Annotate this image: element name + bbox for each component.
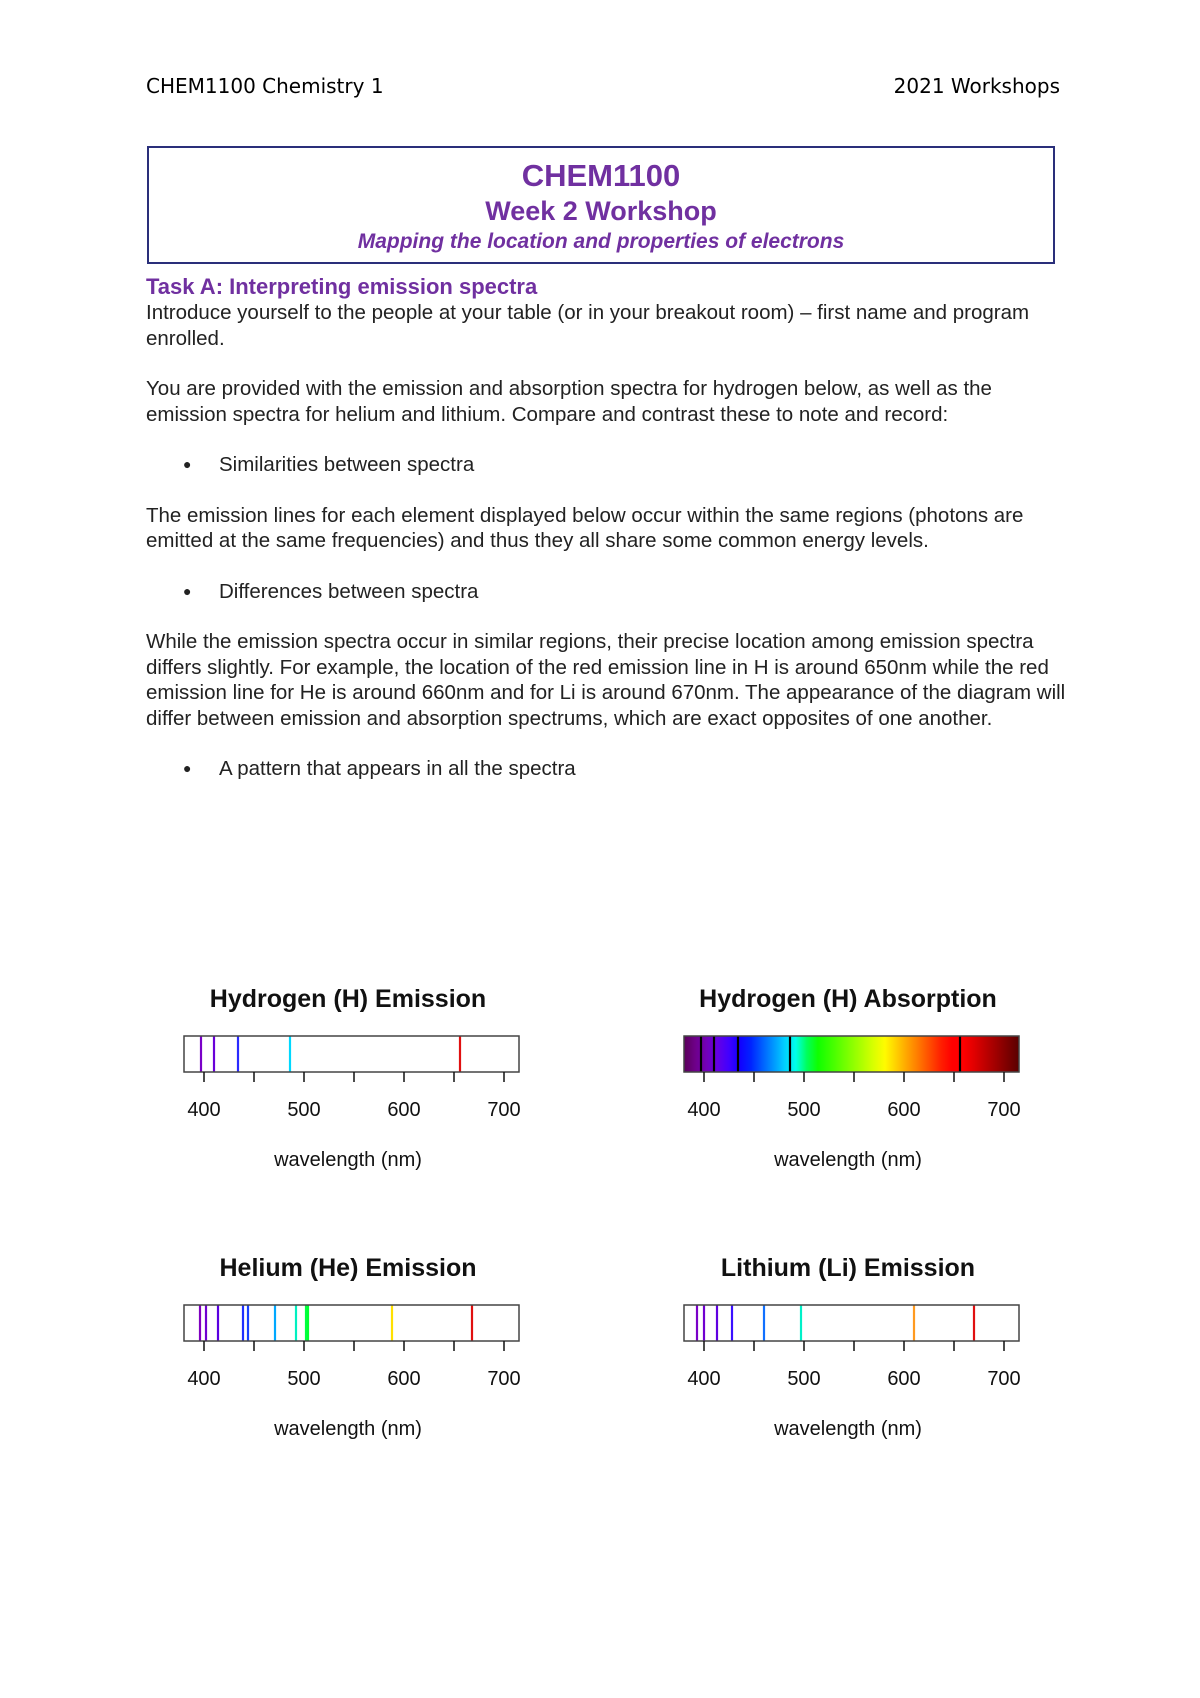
- tick-label: 700: [987, 1368, 1021, 1390]
- tick-label: 500: [287, 1368, 321, 1390]
- bullet-pattern-text: A pattern that appears in all the spectra: [219, 757, 576, 780]
- tick-label: 400: [687, 1368, 721, 1390]
- chart-title: Lithium (Li) Emission: [720, 1254, 976, 1282]
- running-header-course: CHEM1100 Chemistry 1: [146, 74, 384, 98]
- workshop-subtitle: Mapping the location and properties of electrons: [357, 230, 845, 253]
- spectrum-background: [184, 1305, 519, 1341]
- spectrum-figure-3: [668, 1251, 1048, 1471]
- bullet-similarities: [183, 452, 1066, 478]
- chart-title: Hydrogen (H) Emission: [209, 985, 487, 1013]
- week-title: Week 2 Workshop: [485, 196, 717, 226]
- tick-label: 500: [787, 1368, 821, 1390]
- hydrogen-absorption-chart: [668, 982, 1048, 1202]
- chart-title: Helium (He) Emission: [219, 1254, 477, 1282]
- tick-label: 400: [187, 1368, 221, 1390]
- x-axis-label: wavelength (nm): [774, 1149, 922, 1171]
- spectrum-background: [684, 1305, 1019, 1341]
- provided-paragraph: You are provided with the emission and absorption spectra for hydrogen below, as well as the emission spectra for helium and lithium. Compare and contrast these to note and record:: [146, 377, 992, 426]
- tick-label: 600: [887, 1099, 921, 1121]
- spectrum-figure-1: [668, 982, 1048, 1202]
- tick-label: 700: [487, 1368, 521, 1390]
- bullet-differences: [183, 579, 1066, 605]
- course-code-title: CHEM1100: [521, 158, 681, 193]
- intro-paragraph: Introduce yourself to the people at your table (or in your breakout room) – first name and program enrolled.: [146, 301, 1030, 350]
- bullet-similarities-text: Similarities between spectra: [219, 453, 475, 476]
- x-axis-label: wavelength (nm): [774, 1418, 922, 1440]
- chart-title: Hydrogen (H) Absorption: [699, 985, 997, 1013]
- answer-differences: While the emission spectra occur in similar regions, their precise location among emission spectra differs slightly. For example, the location of the red emission line in H is around 650nm while the red emission line for He is around 660nm and for Li is around 670nm. The appearance of the diagram will differ between emission and absorption spectrums, which are exact opposites of one another.: [146, 630, 1066, 730]
- spectrum-background: [184, 1036, 519, 1072]
- task-heading: Task A: Interpreting emission spectra: [146, 274, 538, 299]
- x-axis-label: wavelength (nm): [274, 1149, 422, 1171]
- bullet-dot-icon: ●: [183, 760, 192, 776]
- tick-label: 600: [387, 1368, 421, 1390]
- tick-label: 500: [287, 1099, 321, 1121]
- running-header-year: 2021 Workshops: [893, 74, 1060, 98]
- tick-label: 400: [687, 1099, 721, 1121]
- bullet-differences-text: Differences between spectra: [219, 579, 479, 603]
- workshop-title-box: [147, 146, 1055, 264]
- tick-label: 600: [887, 1368, 921, 1390]
- tick-label: 700: [987, 1099, 1021, 1121]
- x-axis-label: wavelength (nm): [274, 1418, 422, 1440]
- tick-label: 600: [387, 1099, 421, 1121]
- helium-emission-chart: [168, 1251, 548, 1471]
- task-content: [146, 273, 1066, 782]
- answer-similarities: The emission lines for each element displayed below occur within the same regions (photons are emitted at the same frequencies) and thus they all share some common energy levels.: [146, 503, 1024, 552]
- bullet-dot-icon: ●: [183, 456, 192, 472]
- spectrum-figure-0: [168, 982, 548, 1202]
- spectrum-figure-2: [168, 1251, 548, 1471]
- bullet-pattern: [183, 756, 1066, 782]
- hydrogen-emission-chart: [168, 982, 548, 1202]
- tick-label: 700: [487, 1099, 521, 1121]
- continuous-spectrum: [684, 1036, 1019, 1072]
- bullet-dot-icon: ●: [183, 582, 192, 599]
- tick-label: 500: [787, 1099, 821, 1121]
- tick-label: 400: [187, 1099, 221, 1121]
- lithium-emission-chart: [668, 1251, 1048, 1471]
